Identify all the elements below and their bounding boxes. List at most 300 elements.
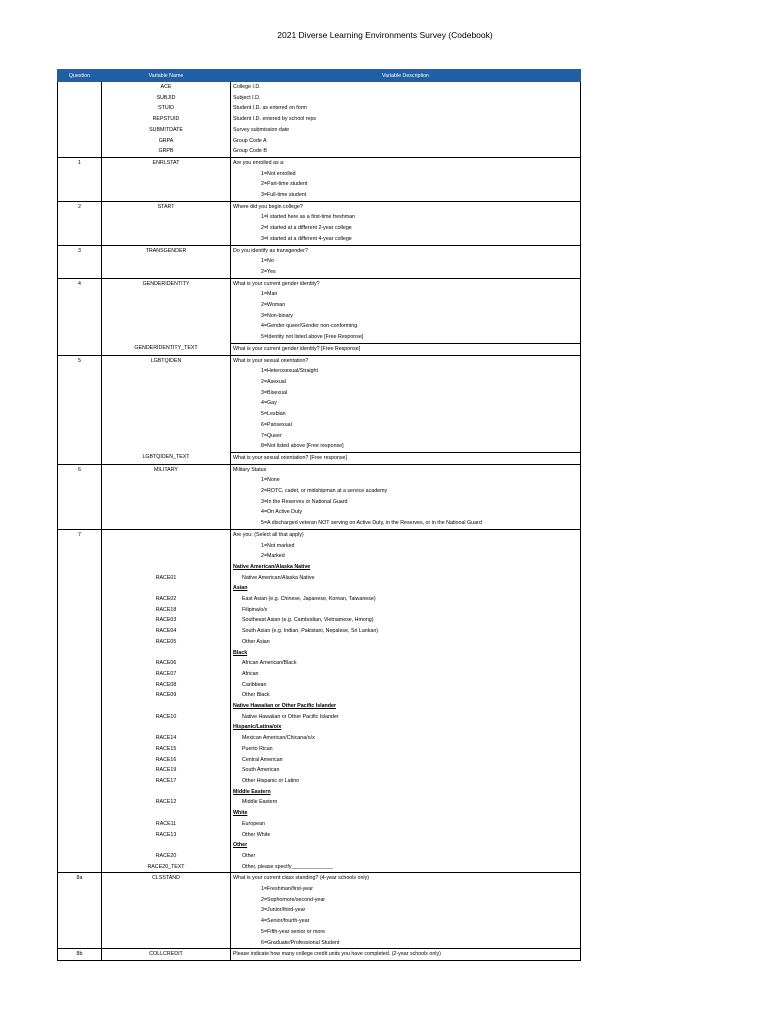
variable-name-cell: RACE06 (102, 658, 231, 669)
variable-description-cell: Other Asian (231, 637, 581, 648)
question-number-cell (58, 93, 102, 104)
table-row (58, 851, 581, 862)
variable-description-cell: South Asian (e.g. Indian, Pakistani, Nepalese, Sri Lankan) (231, 626, 581, 637)
variable-description-cell: East Asian (e.g. Chinese, Japanese, Korean, Taiwanese) (231, 594, 581, 605)
variable-description-cell: Are you enrolled as a: (231, 157, 581, 168)
table-row (58, 680, 581, 691)
question-number-cell: 8b (58, 949, 102, 961)
table-row (58, 311, 581, 322)
table-row (58, 464, 581, 475)
variable-name-cell: RACE20_TEXT (102, 862, 231, 873)
table-row (58, 256, 581, 267)
variable-name-cell: RACE16 (102, 755, 231, 766)
variable-description-cell: 1=Not marked (231, 541, 581, 552)
table-row (58, 701, 581, 712)
variable-description-cell: 1=I started here as a first-time freshman (231, 212, 581, 223)
variable-description-cell: 1=Heterosexual/Straight (231, 366, 581, 377)
question-number-cell (58, 916, 102, 927)
variable-name-cell (102, 311, 231, 322)
variable-name-cell (102, 840, 231, 851)
variable-description-cell: 4=Senior/fourth-year (231, 916, 581, 927)
table-row (58, 201, 581, 212)
question-number-cell: 7 (58, 529, 102, 540)
table-row (58, 797, 581, 808)
table-row (58, 787, 581, 798)
table-row (58, 938, 581, 949)
table-row (58, 190, 581, 201)
variable-name-cell: RACE11 (102, 819, 231, 830)
question-number-cell (58, 377, 102, 388)
table-row (58, 289, 581, 300)
variable-name-cell: RACE10 (102, 712, 231, 723)
question-number-cell (58, 895, 102, 906)
table-row (58, 431, 581, 442)
variable-description-cell: 2=Sophomore/second-year (231, 895, 581, 906)
question-number-cell (58, 551, 102, 562)
variable-name-cell: LGBTQIDEN (102, 355, 231, 366)
variable-description-cell: 1=Not enrolled (231, 169, 581, 180)
question-number-cell (58, 518, 102, 529)
variable-name-cell (102, 289, 231, 300)
question-number-cell (58, 343, 102, 355)
question-number-cell (58, 776, 102, 787)
variable-name-cell: RACE19 (102, 765, 231, 776)
table-row (58, 125, 581, 136)
variable-name-cell: RACE03 (102, 615, 231, 626)
table-row (58, 562, 581, 573)
question-number-cell (58, 701, 102, 712)
variable-description-cell: Southeast Asian (e.g. Cambodian, Vietnamese, Hmong) (231, 615, 581, 626)
question-number-cell (58, 409, 102, 420)
question-number-cell (58, 615, 102, 626)
variable-description-cell: Student I.D. as entered on form (231, 103, 581, 114)
table-row (58, 808, 581, 819)
table-row (58, 583, 581, 594)
table-row (58, 712, 581, 723)
variable-name-cell (102, 212, 231, 223)
table-row (58, 949, 581, 961)
question-number-cell (58, 712, 102, 723)
variable-name-cell (102, 420, 231, 431)
variable-name-cell: ACE (102, 82, 231, 93)
table-row (58, 82, 581, 93)
variable-name-cell (102, 808, 231, 819)
variable-name-cell (102, 431, 231, 442)
variable-description-cell (231, 840, 581, 851)
variable-description-cell: 3=Non-binary (231, 311, 581, 322)
variable-name-cell (102, 895, 231, 906)
variable-description-cell: Group Code A (231, 136, 581, 147)
variable-description-cell (231, 583, 581, 594)
question-number-cell (58, 486, 102, 497)
variable-name-cell (102, 916, 231, 927)
table-row (58, 819, 581, 830)
variable-description-cell: Other Black (231, 690, 581, 701)
variable-name-cell (102, 398, 231, 409)
codebook-table (57, 69, 581, 961)
question-number-cell (58, 722, 102, 733)
table-row (58, 377, 581, 388)
variable-description-cell: 5=A discharged veteran NOT serving on Active Duty, in the Reserves, or in the National Guard (231, 518, 581, 529)
question-number-cell (58, 388, 102, 399)
variable-name-cell (102, 529, 231, 540)
table-row (58, 234, 581, 245)
variable-description-cell: 2=Part-time student (231, 179, 581, 190)
variable-name-cell (102, 938, 231, 949)
table-row (58, 103, 581, 114)
question-number-cell (58, 626, 102, 637)
table-row (58, 840, 581, 851)
question-number-cell (58, 658, 102, 669)
variable-name-cell: RACE01 (102, 573, 231, 584)
variable-name-cell: RACE17 (102, 776, 231, 787)
variable-name-cell (102, 722, 231, 733)
question-number-cell (58, 648, 102, 659)
variable-description-cell: Student I.D. entered by school reps (231, 114, 581, 125)
table-row (58, 452, 581, 464)
variable-description-cell: 7=Queer (231, 431, 581, 442)
question-number-cell (58, 573, 102, 584)
table-row (58, 278, 581, 289)
variable-description-cell: 1=Freshman/first-year (231, 884, 581, 895)
variable-name-cell: RACE20 (102, 851, 231, 862)
question-number-cell (58, 808, 102, 819)
table-row (58, 658, 581, 669)
question-number-cell (58, 927, 102, 938)
question-number-cell: 5 (58, 355, 102, 366)
column-header-variable-name: Variable Name (102, 70, 231, 82)
variable-name-cell: GENDERIDENTITY_TEXT (102, 343, 231, 355)
question-number-cell (58, 765, 102, 776)
variable-description-cell: 4=On Active Duty (231, 507, 581, 518)
question-number-cell (58, 136, 102, 147)
variable-description-cell: Mexican American/Chicana/o/x (231, 733, 581, 744)
variable-name-cell: STUID (102, 103, 231, 114)
variable-description-cell: Do you identify as transgender? (231, 245, 581, 256)
variable-name-cell (102, 267, 231, 278)
table-row (58, 300, 581, 311)
variable-description-cell: 5=Lesbian (231, 409, 581, 420)
variable-description-cell: 4=Gender queer/Gender non-conforming (231, 321, 581, 332)
table-row (58, 366, 581, 377)
variable-name-cell: SUBMITDATE (102, 125, 231, 136)
category-header: Hispanic/Latina/o/x (233, 724, 282, 731)
table-row (58, 765, 581, 776)
table-row (58, 146, 581, 157)
question-number-cell (58, 884, 102, 895)
question-number-cell (58, 452, 102, 464)
table-row (58, 93, 581, 104)
variable-name-cell: MILITARY (102, 464, 231, 475)
table-row (58, 114, 581, 125)
question-number-cell (58, 179, 102, 190)
question-number-cell (58, 190, 102, 201)
category-header: Native American/Alaska Native (233, 563, 311, 570)
variable-description-cell: Are you: (Select all that apply) (231, 529, 581, 540)
variable-name-cell (102, 409, 231, 420)
question-number-cell (58, 840, 102, 851)
variable-description-cell: Native American/Alaska Native (231, 573, 581, 584)
table-row (58, 486, 581, 497)
variable-name-cell (102, 551, 231, 562)
variable-description-cell: Caribbean (231, 680, 581, 691)
variable-description-cell: Group Code B (231, 146, 581, 157)
variable-name-cell (102, 541, 231, 552)
question-number-cell: 1 (58, 157, 102, 168)
question-number-cell (58, 680, 102, 691)
question-number-cell (58, 103, 102, 114)
question-number-cell (58, 938, 102, 949)
table-row (58, 733, 581, 744)
variable-description-cell: Middle Eastern (231, 797, 581, 808)
variable-name-cell: GENDERIDENTITY (102, 278, 231, 289)
table-row (58, 321, 581, 332)
variable-name-cell (102, 321, 231, 332)
table-row (58, 355, 581, 366)
category-header: Native Hawaiian or Other Pacific Islander (233, 703, 337, 710)
table-row (58, 223, 581, 234)
variable-description-cell: 1=Man (231, 289, 581, 300)
question-number-cell (58, 420, 102, 431)
table-row (58, 157, 581, 168)
variable-description-cell (231, 787, 581, 798)
question-number-cell (58, 797, 102, 808)
variable-name-cell (102, 583, 231, 594)
table-row (58, 648, 581, 659)
category-header: Asian (233, 585, 248, 592)
question-number-cell (58, 669, 102, 680)
variable-description-cell: 3=Bisexual (231, 388, 581, 399)
variable-name-cell (102, 169, 231, 180)
category-header: White (233, 810, 248, 817)
variable-name-cell (102, 223, 231, 234)
table-row (58, 332, 581, 343)
table-row (58, 388, 581, 399)
question-number-cell (58, 223, 102, 234)
table-row (58, 541, 581, 552)
question-number-cell (58, 125, 102, 136)
variable-name-cell (102, 179, 231, 190)
variable-name-cell (102, 388, 231, 399)
table-row (58, 626, 581, 637)
table-row (58, 507, 581, 518)
variable-name-cell (102, 300, 231, 311)
variable-description-cell: African American/Black (231, 658, 581, 669)
variable-description-cell: 3=I started at a different 4-year college (231, 234, 581, 245)
table-row (58, 179, 581, 190)
table-row (58, 776, 581, 787)
table-row (58, 830, 581, 841)
question-number-cell (58, 690, 102, 701)
question-number-cell (58, 332, 102, 343)
question-number-cell (58, 733, 102, 744)
question-number-cell (58, 300, 102, 311)
variable-description-cell: 2=I started at a different 2-year college (231, 223, 581, 234)
variable-description-cell: What is your sexual orientation? (231, 355, 581, 366)
variable-name-cell: SUBJID (102, 93, 231, 104)
question-number-cell (58, 82, 102, 93)
variable-name-cell: REPSTUID (102, 114, 231, 125)
table-row (58, 755, 581, 766)
variable-description-cell: 2=ROTC, cadet, or midshipman at a service academy (231, 486, 581, 497)
variable-description-cell: African (231, 669, 581, 680)
question-number-cell (58, 169, 102, 180)
table-row (58, 862, 581, 873)
variable-name-cell (102, 648, 231, 659)
variable-description-cell: Other Hispanic or Latino (231, 776, 581, 787)
question-number-cell (58, 541, 102, 552)
table-row (58, 615, 581, 626)
variable-description-cell: 3=In the Reserves or National Guard (231, 497, 581, 508)
variable-name-cell (102, 701, 231, 712)
page-title: 2021 Diverse Learning Environments Survey (Codebook) (277, 30, 493, 40)
variable-description-cell: 2=Marked (231, 551, 581, 562)
variable-name-cell: RACE15 (102, 744, 231, 755)
table-row (58, 136, 581, 147)
variable-description-cell: Where did you begin college? (231, 201, 581, 212)
question-number-cell (58, 441, 102, 452)
variable-name-cell (102, 332, 231, 343)
question-number-cell (58, 507, 102, 518)
variable-name-cell (102, 927, 231, 938)
question-number-cell (58, 862, 102, 873)
table-header-row (58, 70, 581, 82)
table-row (58, 605, 581, 616)
variable-name-cell: RACE18 (102, 605, 231, 616)
question-number-cell: 4 (58, 278, 102, 289)
category-header: Middle Eastern (233, 788, 271, 795)
variable-name-cell: ENRLSTAT (102, 157, 231, 168)
variable-description-cell: 3=Full-time student (231, 190, 581, 201)
table-row (58, 475, 581, 486)
table-row (58, 420, 581, 431)
question-number-cell (58, 905, 102, 916)
variable-name-cell: RACE08 (102, 680, 231, 691)
variable-description-cell: Other (231, 851, 581, 862)
variable-description-cell (231, 808, 581, 819)
variable-description-cell: 1=No (231, 256, 581, 267)
column-header-variable-description: Variable Description (231, 70, 581, 82)
variable-description-cell: Other, please specify______________ (231, 862, 581, 873)
variable-name-cell: GRPA (102, 136, 231, 147)
category-header: Black (233, 649, 248, 656)
variable-description-cell: What is your current class standing? (4-year schools only) (231, 873, 581, 884)
variable-name-cell: LGBTQIDEN_TEXT (102, 452, 231, 464)
question-number-cell (58, 819, 102, 830)
variable-name-cell: START (102, 201, 231, 212)
variable-name-cell (102, 905, 231, 916)
variable-name-cell (102, 475, 231, 486)
table-row (58, 212, 581, 223)
question-number-cell (58, 366, 102, 377)
variable-description-cell: European (231, 819, 581, 830)
variable-name-cell (102, 234, 231, 245)
question-number-cell (58, 475, 102, 486)
table-row (58, 409, 581, 420)
table-row (58, 669, 581, 680)
variable-description-cell: South American (231, 765, 581, 776)
question-number-cell (58, 289, 102, 300)
variable-name-cell: RACE09 (102, 690, 231, 701)
variable-name-cell: RACE02 (102, 594, 231, 605)
question-number-cell (58, 212, 102, 223)
variable-description-cell: 6=Graduate/Professional Student (231, 938, 581, 949)
question-number-cell (58, 830, 102, 841)
variable-description-cell: 3=Junior/third-year (231, 905, 581, 916)
variable-name-cell: RACE13 (102, 830, 231, 841)
variable-name-cell (102, 256, 231, 267)
table-row (58, 744, 581, 755)
variable-name-cell: COLLCREDIT (102, 949, 231, 961)
table-row (58, 927, 581, 938)
question-number-cell (58, 497, 102, 508)
variable-name-cell (102, 441, 231, 452)
table-row (58, 895, 581, 906)
variable-name-cell (102, 497, 231, 508)
question-number-cell (58, 637, 102, 648)
question-number-cell (58, 398, 102, 409)
variable-description-cell: 2=Woman (231, 300, 581, 311)
table-row (58, 905, 581, 916)
variable-name-cell (102, 486, 231, 497)
variable-description-cell: Survey submission date (231, 125, 581, 136)
question-number-cell: 3 (58, 245, 102, 256)
variable-description-cell: 8=Not listed above [Free response] (231, 441, 581, 452)
variable-description-cell: 5=Fifth-year senior or more (231, 927, 581, 938)
variable-description-cell: 6=Pansexual (231, 420, 581, 431)
question-number-cell (58, 234, 102, 245)
question-number-cell (58, 594, 102, 605)
table-row (58, 722, 581, 733)
table-row (58, 529, 581, 540)
variable-description-cell: Subject I.D. (231, 93, 581, 104)
table-row (58, 267, 581, 278)
table-row (58, 916, 581, 927)
variable-name-cell: RACE04 (102, 626, 231, 637)
table-row (58, 169, 581, 180)
variable-name-cell: TRANSGENDER (102, 245, 231, 256)
variable-description-cell: Central American (231, 755, 581, 766)
question-number-cell (58, 787, 102, 798)
variable-name-cell: RACE12 (102, 797, 231, 808)
variable-description-cell: Native Hawaiian or Other Pacific Islander (231, 712, 581, 723)
variable-name-cell (102, 366, 231, 377)
question-number-cell (58, 114, 102, 125)
variable-name-cell (102, 518, 231, 529)
table-row (58, 398, 581, 409)
variable-description-cell: Please indicate how many college credit units you have completed. (2-year schools only) (231, 949, 581, 961)
variable-description-cell: Filipina/o/x (231, 605, 581, 616)
question-number-cell (58, 431, 102, 442)
variable-description-cell: 1=None (231, 475, 581, 486)
table-row (58, 441, 581, 452)
question-number-cell (58, 744, 102, 755)
question-number-cell: 8a (58, 873, 102, 884)
table-row (58, 573, 581, 584)
table-row (58, 343, 581, 355)
variable-description-cell (231, 722, 581, 733)
variable-description-cell: Military Status (231, 464, 581, 475)
question-number-cell (58, 146, 102, 157)
table-row (58, 594, 581, 605)
variable-name-cell (102, 562, 231, 573)
question-number-cell: 6 (58, 464, 102, 475)
variable-description-cell: 2=Asexual (231, 377, 581, 388)
variable-name-cell: RACE05 (102, 637, 231, 648)
variable-description-cell: 4=Gay (231, 398, 581, 409)
variable-description-cell: Puerto Rican (231, 744, 581, 755)
variable-description-cell: 2=Yes (231, 267, 581, 278)
